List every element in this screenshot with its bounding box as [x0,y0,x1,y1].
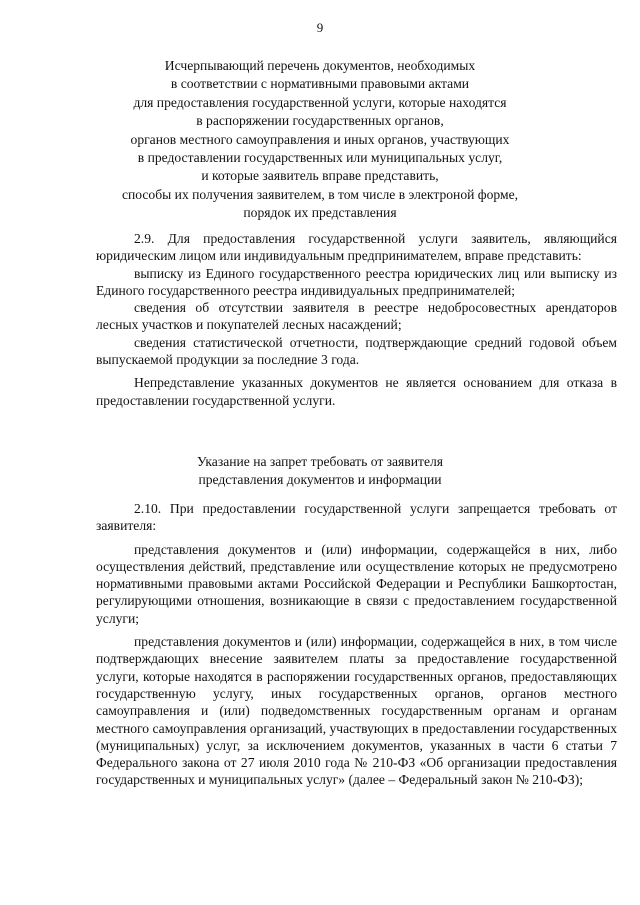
paragraph: 2.10. При предоставлении государственной услуги запрещается требовать от заявителя: [96,501,617,534]
heading-line: в соответствии с нормативными правовыми актами [170,76,470,92]
heading-prohibition [80,453,560,490]
heading-line: для предоставления государственной услуги, которые находятся [133,94,507,110]
heading-line: в предоставлении государственных или муниципальных услуг, [137,150,503,166]
section-2-10 [96,500,617,789]
heading-line: в распоряжении государственных органов, [196,113,444,129]
section-2-9 [96,230,617,409]
page-number: 9 [316,20,324,35]
paragraph: выписку из Единого государственного реестра юридических лиц или выписку из Единого государственного реестра индивидуальных предпринимателей; [96,265,617,298]
heading-line: органов местного самоуправления и иных органов, участвующих [130,131,510,147]
heading-line: Указание на запрет требовать от заявителя [196,454,444,469]
heading-documents-list [80,57,560,223]
paragraph: 2.9. Для предоставления государственной услуги заявитель, являющийся юридическим лицом или индивидуальным предпринимателем, вправе представить: [96,231,617,264]
heading-line: представления документов и информации [198,472,442,488]
paragraph: представления документов и (или) информации, содержащейся в них, в том числе подтверждающих внесение заявителем платы за предоставление государственной услуги, которые находятся в распоряжении государственных органов, предоставляющих государственную услугу, иных государственных органов, органов местного самоуправления и (или) подведомственных государственным органам и органам местного самоуправления организаций, участвующих в предоставлении государственных (муниципальных) услуг, за исключением документов, указанных в части 6 статьи 7 Федерального закона от 27 июля 2010 года № 210-ФЗ «Об организации предоставления государственных и муниципальных услуг» (далее – Федеральный закон № 210-ФЗ); [96,634,617,788]
heading-line: способы их получения заявителем, в том числе в электроной форме, [121,186,519,202]
heading-line: Исчерпывающий перечень документов, необходимых [164,58,476,73]
heading-line: и которые заявитель вправе представить, [201,168,439,184]
paragraph: сведения статистической отчетности, подтверждающие средний годовой объем выпускаемой продукции за последние 3 года. [96,334,617,368]
paragraph: Непредставление указанных документов не является основанием для отказа в предоставлении государственной услуги. [96,375,617,408]
heading-line: порядок их представления [243,205,397,221]
paragraph: представления документов и (или) информации, содержащейся в них, либо осуществления действий, представление или осуществление которых не предусмотрено нормативными правовыми актами Российской Федерации и Республики Башкортостан, регулирующими отношения, возникающие в связи с предоставлением государственной услуги; [96,541,617,626]
paragraph: сведения об отсутствии заявителя в реестре недобросовестных арендаторов лесных участков и покупателей лесных насаждений; [96,300,617,333]
